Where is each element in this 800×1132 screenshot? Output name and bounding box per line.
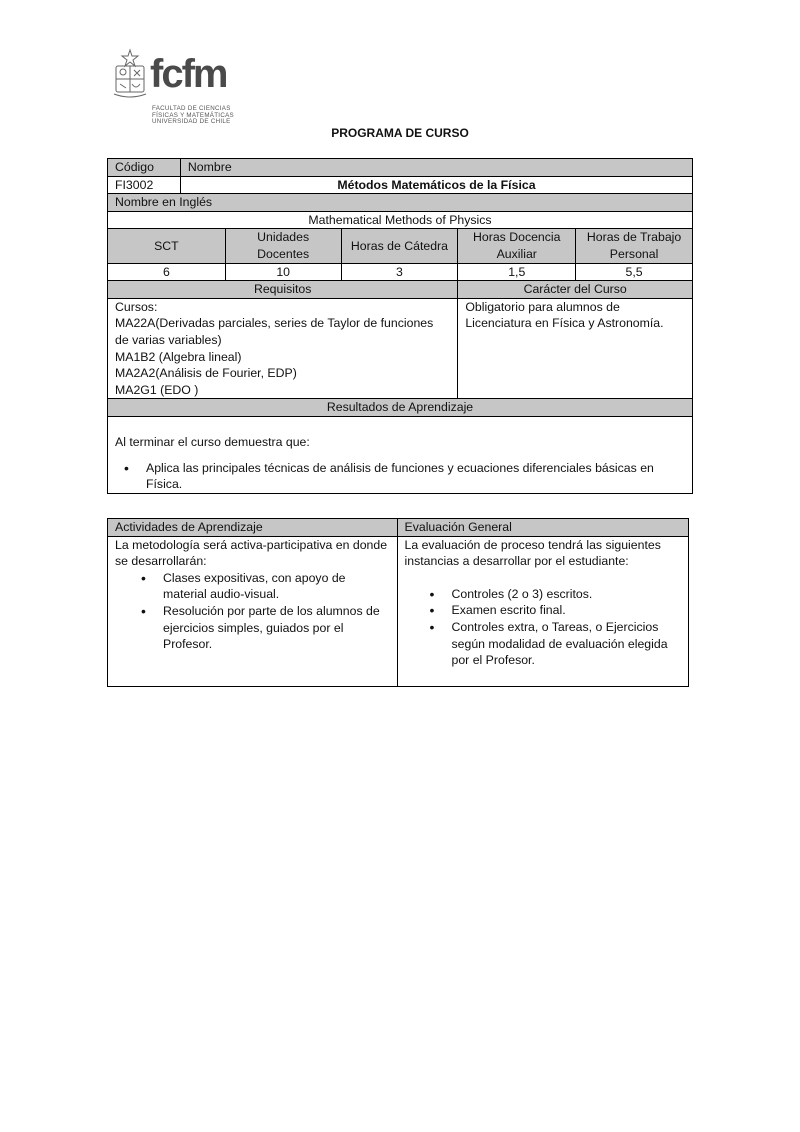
requisitos-line: MA2A2(Análisis de Fourier, EDP) (115, 366, 297, 381)
units-header-auxiliar: Horas Docencia Auxiliar (458, 229, 576, 263)
requisitos-line: MA2G1 (EDO ) (115, 382, 199, 397)
resultados-intro: Al terminar el curso demuestra que: (115, 434, 310, 449)
list-item: • Controles extra, o Tareas, o Ejercicios según modalidad de evaluación elegida por el Profesor. (452, 619, 682, 669)
caracter-content: Obligatorio para alumnos de Licenciatura en Física y Astronomía. (458, 298, 693, 399)
units-value-personal: 5,5 (576, 263, 693, 281)
course-program-table (107, 158, 693, 494)
units-value-docentes: 10 (225, 263, 341, 281)
caracter-label: Carácter del Curso (458, 281, 693, 299)
requisitos-label: Requisitos (108, 281, 458, 299)
list-item: • Resolución por parte de los alumnos de ejercicios simples, guiados por el Profesor. (163, 603, 390, 653)
fcfm-logo (112, 48, 242, 130)
units-value-sct: 6 (108, 263, 226, 281)
resultados-content (108, 416, 693, 493)
units-value-auxiliar: 1,5 (458, 263, 576, 281)
course-code: FI3002 (108, 176, 181, 194)
evaluacion-list (452, 586, 682, 669)
evaluacion-intro: La evaluación de proceso tendrá las siguientes instancias a desarrollar por el estudiante: (404, 537, 661, 569)
actividades-intro: La metodología será activa-participativa en donde se desarrollarán: (115, 537, 388, 569)
units-value-catedra: 3 (341, 263, 458, 281)
brand-subtitle: FACULTAD DE CIENCIAS FÍSICAS Y MATEMÁTICAS UNIVERSIDAD DE CHILE (152, 105, 234, 126)
evaluacion-label: Evaluación General (397, 519, 689, 537)
actividades-content (108, 536, 398, 686)
activities-evaluation-table (107, 518, 689, 687)
list-item: • Examen escrito final. (452, 602, 682, 619)
units-header-personal: Horas de Trabajo Personal (576, 229, 693, 263)
brand-wordmark: fcfm (150, 52, 227, 96)
university-crest-icon (112, 48, 148, 98)
requisitos-content (108, 298, 458, 399)
codigo-label: Código (108, 159, 181, 177)
requisitos-line: Cursos: (115, 299, 158, 314)
list-item: • Clases expositivas, con apoyo de material audio-visual. (163, 570, 390, 603)
requisitos-line: MA22A(Derivadas parciales, series de Taylor de funciones de varias variables) (115, 316, 434, 347)
course-name: Métodos Matemáticos de la Física (180, 176, 692, 194)
page-title: PROGRAMA DE CURSO (331, 126, 469, 140)
list-item: • Controles (2 o 3) escritos. (452, 586, 682, 603)
units-header-catedra: Horas de Cátedra (341, 229, 458, 263)
evaluacion-content (397, 536, 689, 686)
units-header-sct: SCT (108, 229, 226, 263)
resultados-list (146, 460, 685, 493)
actividades-list (163, 570, 390, 653)
list-item: • Aplica las principales técnicas de análisis de funciones y ecuaciones diferenciales básicas en Física. (146, 460, 685, 493)
english-name-label: Nombre en Inglés (108, 194, 693, 212)
english-name: Mathematical Methods of Physics (108, 211, 693, 229)
requisitos-line: MA1B2 (Algebra lineal) (115, 349, 242, 364)
actividades-label: Actividades de Aprendizaje (108, 519, 398, 537)
resultados-label: Resultados de Aprendizaje (108, 399, 693, 417)
units-header-docentes: Unidades Docentes (225, 229, 341, 263)
nombre-label: Nombre (180, 159, 692, 177)
